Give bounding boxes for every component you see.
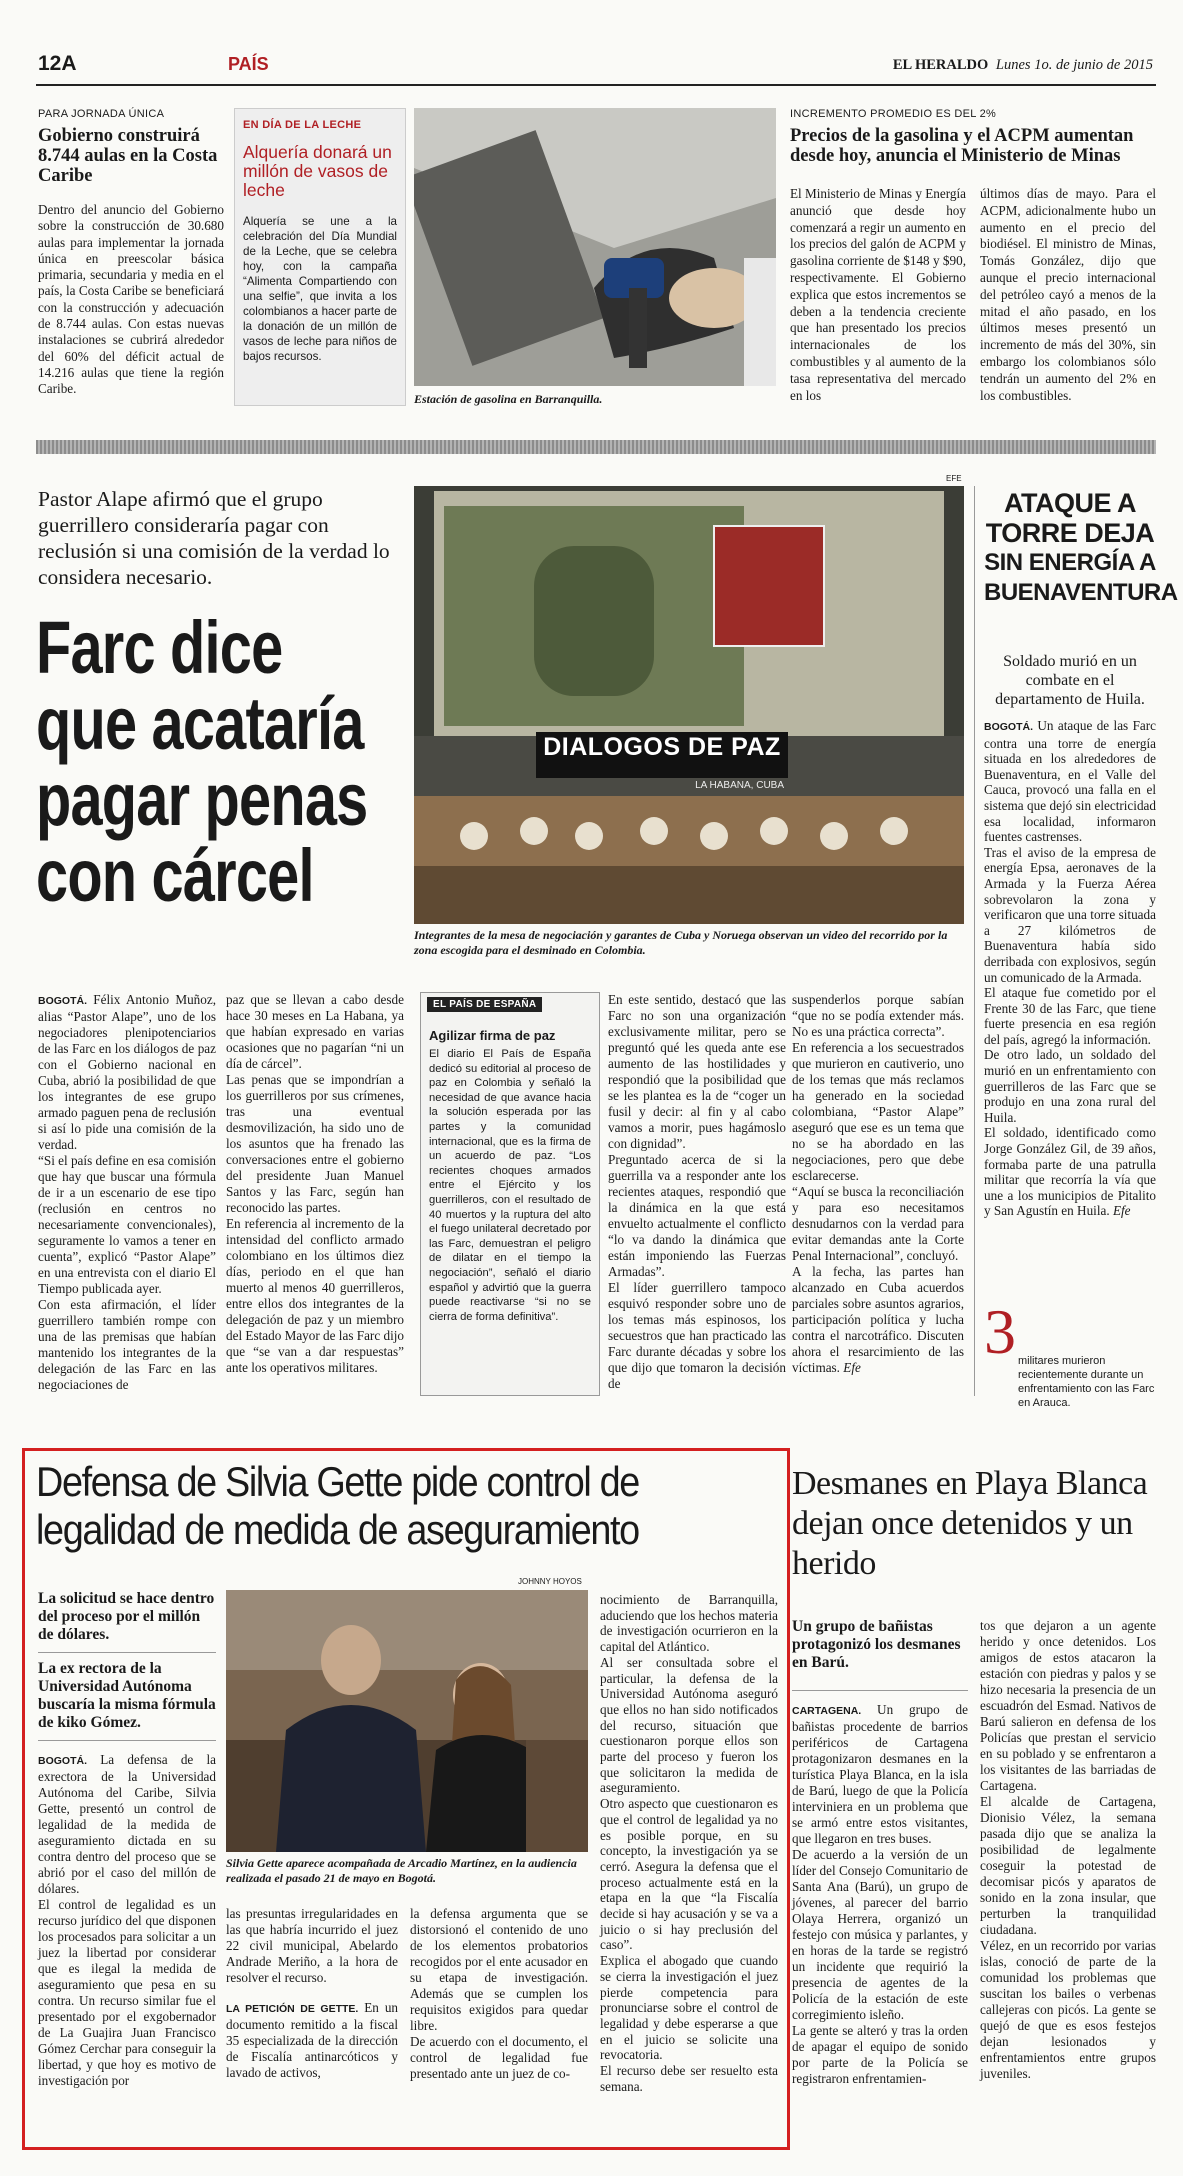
aulas-kicker: PARA JORNADA ÚNICA bbox=[38, 108, 165, 120]
farc-headline-line: pagar penas bbox=[36, 758, 368, 841]
farc-col4-text: suspenderlos porque sabían “que no se podía extender más. No es una práctica correcta”. En referencia a los secuestrados que murieron en cautiverio, uno de los temas que más reclamos ha generado en la sociedad colombiana, “Pastor Alape” aseguró que ese es un tema que no se ha abordado en las negociaciones, pero que debe esclarecerse. “Aquí se busca la reconciliación y para eso necesitamos desnudarnos con la verdad para evitar demandas ante la Corte Penal Internacional”, concluyó. A la fecha, las partes han alcanzado en Cuba acuerdos parciales sobre asuntos agrarios, participación política y lucha contra el narcotráfico. Discuten ahora el resarcimiento de las víctimas. bbox=[792, 992, 964, 1375]
aulas-body: Dentro del anuncio del Gobierno sobre la construcción de 30.680 aulas para implementar la jornada única en preescolar básica primaria, secundaria y media en el país, la Costa Caribe se beneficiará con la construcción y adecuación de 8.744 aulas. Con estas nuevas instalaciones se cubrirá alrededor del 60% del déficit actual de 14.216 aulas que tiene la región Caribe. bbox=[38, 202, 224, 397]
section-label: PAÍS bbox=[228, 54, 269, 74]
gette-deck1: La solicitud se hace dentro del proceso por el millón de dólares. bbox=[38, 1590, 215, 1643]
aulas-article bbox=[38, 108, 224, 398]
gette-col1 bbox=[38, 1752, 216, 2089]
page-number: 12A bbox=[38, 52, 77, 75]
gette-headline: Defensa de Silvia Gette pide control de legalidad de medida de aseguramiento bbox=[36, 1458, 639, 1553]
farc-banner bbox=[536, 732, 788, 778]
ataque-body bbox=[984, 718, 1156, 1219]
ataque-headline-line: TORRE DEJA bbox=[985, 518, 1155, 548]
aulas-title: Gobierno construirá 8.744 aulas en la Costa Caribe bbox=[38, 126, 218, 186]
gasolina-article bbox=[790, 108, 1156, 166]
section-band bbox=[36, 440, 1156, 454]
ataque-headline-line: SIN ENERGÍA A bbox=[984, 549, 1156, 576]
farc-col3: En este sentido, destacó que las Farc no son una organización exclusivamente militar, pero se preguntó qué les queda ante ese aumento de las hostilidades y respondió que la posibilidad que se les plantea es la de “coger un fusil y decir: al fin y al cabo vamos a morir, pues hagámoslo con dignidad”. Preguntado acerca de si la guerrilla va a responder ante los recientes ataques, respondió que la dinámica en la que está envuelto actualmente el conflicto “lo va dando la dinámica que están imponiendo las Fuerzas Armadas”. El líder guerrillero tampoco esquivó responder sobre uno de los temas más espinosos, los secuestros que han practicado las Farc durante décadas y sobre los que dijo que tomaron la decisión de bbox=[608, 992, 786, 1391]
masthead bbox=[893, 57, 1153, 74]
farc-col4-credit: Efe bbox=[843, 1360, 861, 1375]
farc-headline bbox=[36, 606, 406, 917]
leche-article bbox=[234, 108, 406, 406]
playa-headline: Desmanes en Playa Blanca dejan once detenidos y un herido bbox=[792, 1465, 1148, 1582]
elpais-title: Agilizar firma de paz bbox=[429, 1028, 556, 1043]
ataque-body-text: Un ataque de las Farc contra una torre de energía situada en los alrededores de Buenaventura, en el Valle del Cauca, provocó una falla en el sistema que dejó sin electricidad esa localidad, informaron fuentes castrenses. Tras el aviso de la empresa de energía Epsa, aeronaves de la Armada y la Fuerza Aérea sobrevolaron la zona y verificaron que una torre situada a 27 kilómetros de Buenaventura había sido derribada con explosivos, según un comunicado de la Armada. El ataque fue cometido por el Frente 30 de las Farc, que tiene fuerte presencia en esa región del país, agregó la información. De otro lado, un soldado del murió en un enfrentamiento con guerrilleros de las Farc que se produjo en una zona rural del Huila. El soldado, identificado como Jorge González Gil, de 39 años, formaba parte de una patrulla militar que recorría la vía que une a los municipios de Pitalito y San Agustín en Huila. bbox=[984, 718, 1156, 1219]
courtroom-illustration bbox=[226, 1590, 588, 1852]
gette-col4: nocimiento de Barranquilla, aduciendo que los hechos materia de investigación ocurrieron en la capital del Atlántico. Al ser consultada sobre el particular, la defensa de la Universidad Autónoma aseguró que ellos no han sido notificados del recurso, situación que cuestionaron porque ellos son parte del proceso y fueron los que solicitaron la medida de aseguramiento. Otro aspecto que cuestionaron es que el control de legalidad ya no es posible porque, en su concepto, la investigación ya se cerró. Asegura la defensa que el proceso actualmente está en la etapa en la que “la Fiscalía decide si hay acusación y se va a juicio o si hay preclusión del caso”. Explica el abogado que cuando se cierra la investigación el juez pierde competencia para pronunciarse sobre el control de legalidad y debe esperarse a que en el juicio se solicite una revocatoria. El recurso debe ser resuelto esta semana. bbox=[600, 1592, 778, 2094]
playa-deck-rule bbox=[792, 1690, 968, 1691]
issue-date: Lunes 1o. de junio de 2015 bbox=[995, 57, 1153, 73]
header-rule bbox=[36, 84, 1156, 86]
farc-col2: paz que se llevan a cabo desde hace 30 meses en La Habana, ya que habían expresado en varias ocasiones que no pagarían “ni un día de cárcel”. Las penas que se impondrían a los guerrilleros por sus crímenes, tras una eventual desmovilización, ha sido uno de los asuntos que ha frenado las conversaciones entre el gobierno del presidente Juan Manuel Santos y las Farc, según han reconocido las partes. En referencia al incremento de la intensidad del conflicto armado colombiano en los últimos diez días, periodo en el que han muerto al menos 40 guerrilleros, entre ellos dos integrantes de la delegación de paz y un miembro del Estado Mayor de las Farc dijo que “se van a dar respuestas” ante los operativos militares. bbox=[226, 992, 404, 1375]
gasolina-kicker: INCREMENTO PROMEDIO ES DEL 2% bbox=[790, 108, 997, 120]
ataque-headline bbox=[984, 488, 1178, 608]
playa-col2: tos que dejaron a un agente herido y once detenidos. Los amigos de estos atacaron la estación con piedras y palos y se hizo necesaria la presencia de un escuadrón del Esmad. Nativos de Barú salieron en defensa de los Policías que prestan el servicio en su poblado y se enfrentaron a los visitantes de las barriadas de Cartagena. El alcalde de Cartagena, Dionisio Vélez, la semana pasada dijo que se analiza la posibilidad de legalmente coseguir la potestad de decomisar picós y aparatos de sonido en la zona insular, que perturben la tranquilidad ciudadana. Vélez, en un recorrido por varias islas, conoció de parte de la comunidad los problemas que suscitan los bailes o verbenas callejeras con picós. La gente se quejó de que es esos festejos dejan lesionados y enfrentamientos entre grupos juveniles. bbox=[980, 1618, 1156, 2081]
gette-col2b-text: En un documento remitido a la fiscal 35 especializada de la dirección de Fiscalía antinarcóticos y lavado de activos, bbox=[226, 2000, 399, 2080]
ataque-headline-line: ATAQUE A bbox=[1004, 488, 1136, 518]
ataque-credit: Efe bbox=[1112, 1203, 1131, 1219]
gette-deck-rule-2 bbox=[38, 1740, 216, 1741]
gette-photo-credit: JOHNNY HOYOS bbox=[518, 1577, 582, 1586]
leche-body: Alquería se une a la celebración del Día Mundial de la Leche, que se celebra hoy, con la campaña “Alimenta Compartiendo con una selfie”, que invita a los colombianos a hacer parte de la donación de un millón de vasos de leche para niños de bajos recursos. bbox=[243, 215, 397, 363]
ataque-stat-text: militares murieron recientemente durante un enfrentamiento con las Farc en Arauca. bbox=[1018, 1355, 1155, 1409]
gas-pump-illustration bbox=[414, 108, 776, 386]
gette-dateline: BOGOTÁ. bbox=[38, 1755, 87, 1767]
farc-headline-line: Farc dice bbox=[36, 606, 283, 689]
gette-col2 bbox=[226, 1906, 398, 2081]
gette-deck2: La ex rectora de la Universidad Autónoma buscaría la misma fórmula de kiko Gómez. bbox=[38, 1660, 216, 1731]
gasolina-col1: El Ministerio de Minas y Energía anunció que desde hoy comenzará a regir un aumento en los precios del galón de ACPM y gasolina corriente de $148 y $90, respectivamente. El Gobierno explica que estos incrementos se deben a la tendencia creciente que han presentado los precios internacionales de los combustibles y al aumento de la tasa representativa del mercado en los bbox=[790, 186, 966, 403]
playa-col1 bbox=[792, 1702, 968, 2087]
gas-station-photo bbox=[414, 108, 776, 386]
farc-col4 bbox=[792, 992, 964, 1376]
farc-caption: Integrantes de la mesa de negociación y garantes de Cuba y Noruega observan un video del recorrido por la zona escogida para el desminado en Colombia. bbox=[414, 928, 948, 957]
gasolina-col2: últimos días de mayo. Para el ACPM, adicionalmente hubo un aumento en el precio del biodiésel. El ministro de Minas, Tomás González, dijo que aunque el precio internacional del petróleo cayó a menos de la mitad el año pasado, en los últimos meses presentó un incremento de más del 30%, sin embargo los colombianos sólo tendrán un aumento del 2% en los combustibles. bbox=[980, 186, 1156, 403]
farc-headline-line: con cárcel bbox=[36, 834, 314, 917]
farc-dateline: BOGOTÁ. bbox=[38, 995, 87, 1007]
gette-caption: Silvia Gette aparece acompañada de Arcadio Martínez, en la audiencia realizada el pasado 21 de mayo en Bogotá. bbox=[226, 1856, 577, 1885]
gasolina-title: Precios de la gasolina y el ACPM aumentan desde hoy, anuncia el Ministerio de Minas bbox=[790, 126, 1134, 166]
gette-subhead: LA PETICIÓN DE GETTE. bbox=[226, 2003, 359, 2015]
ataque-divider bbox=[974, 486, 975, 1396]
negotiation-room-illustration bbox=[414, 486, 964, 924]
ataque-headline-line: BUENAVENTURA bbox=[984, 579, 1178, 606]
gas-caption: Estación de gasolina en Barranquilla. bbox=[414, 392, 603, 406]
farc-headline-line: que acataría bbox=[36, 682, 364, 765]
banner-title: DIALOGOS DE PAZ bbox=[543, 733, 781, 761]
playa-dateline: CARTAGENA. bbox=[792, 1705, 862, 1717]
gette-deck-rule bbox=[38, 1652, 216, 1653]
gette-photo bbox=[226, 1590, 588, 1852]
ataque-dateline: BOGOTÁ. bbox=[984, 721, 1033, 733]
playa-deck: Un grupo de bañistas protagonizó los desmanes en Barú. bbox=[792, 1618, 961, 1671]
gette-col3: la defensa argumenta que se distorsionó el contenido de uno de los elementos probatorios recogidos por el ente acusador en su etapa de investigación. Además que se cumplen los requisitos exigidos para quedar libre. De acuerdo con el documento, el control de legalidad fue presentado ante un juez de co- bbox=[410, 1906, 588, 2081]
leche-title: Alquería donará un millón de vasos de leche bbox=[243, 142, 392, 200]
ataque-deck: Soldado murió en un combate en el departamento de Huila. bbox=[995, 653, 1145, 708]
farc-col1 bbox=[38, 992, 216, 1393]
elpais-box bbox=[420, 992, 600, 1396]
gette-col2-text: las presuntas irregularidades en las que habría incurrido el juez 22 civil municipal, Abelardo Andrade Meriño, a la hora de resolver el recurso. bbox=[226, 1906, 398, 1985]
elpais-kicker: EL PAÍS DE ESPAÑA bbox=[427, 997, 542, 1012]
farc-deck: Pastor Alape afirmó que el grupo guerrillero consideraría pagar con reclusión si una comisión de la verdad lo considera necesario. bbox=[38, 487, 390, 589]
farc-photo-credit: EFE bbox=[946, 474, 962, 483]
leche-kicker: EN DÍA DE LA LECHE bbox=[243, 119, 362, 131]
paper-name: EL HERALDO bbox=[892, 57, 989, 73]
farc-col1-text: Félix Antonio Muñoz, alias “Pastor Alape”, uno de los negociadores plenipotenciarios de las Farc en los diálogos de paz con el Gobierno nacional en Cuba, abrió la posibilidad de que los integrantes de ese grupo armado paguen pena de reclusión si así lo pide una comisión de la verdad. “Si el país define en esa comisión que hay que buscar una fórmula de ir a un escenario de ese tipo (reclusión en centros no necesariamente convencionales), seguramente lo vamos a tener en cuenta”, explicó “Pastor Alape” en una entrevista con el diario El Tiempo publicada ayer. Con esta afirmación, el líder guerrillero también rompe con una de las premisas que habían mantenido los integrantes de la delegación de las Farc en las negociaciones de bbox=[38, 992, 217, 1392]
ataque-stat-number: 3 bbox=[984, 1296, 1016, 1367]
playa-col1-text: Un grupo de bañistas procedente de barrios periféricos de Cartagena protagonizaron desmanes en la turística Playa Blanca, en la isla de Barú, luego de que la Policía interviniera en un problema que se armó entre estos visitantes, que llegaron en tres buses. De acuerdo a la versión de un líder del Consejo Comunitario de Santa Ana (Barú), un grupo de jóvenes, al parecer del barrio Olaya Herrera, organizó un festejo con música y parlantes, y en horas de la tarde se registró un incidente que requirió la presencia de agentes de la Policía de la estación de este corregimiento isleño. La gente se alteró y tras la orden de apagar el equipo de sonido por parte de la Policía se registraron enfrentamien- bbox=[792, 1702, 968, 2086]
banner-sub: LA HABANA, CUBA bbox=[695, 780, 784, 791]
gette-col1-text: La defensa de la exrectora de la Universidad Autónoma del Caribe, Silvia Gette, presentó un control de legalidad de la medida de aseguramiento dictada en su contra dentro del proceso que se abrió por el caso del millón de dólares. El control de legalidad es un recurso jurídico del que disponen los procesados para solicitar a un juez la libertad por considerar que es ilegal la medida de aseguramiento que pesa en su contra. Un recurso similar fue el presentado por el exgobernador de La Guajira Juan Francisco Gómez Cerchar para conseguir la libertad, y que hoy es motivo de investigación por bbox=[38, 1752, 216, 2088]
elpais-body: El diario El País de España dedicó su editorial al proceso de paz en Colombia y señaló la necesidad de que avance hacia la solución esperada por las partes y la comunidad internacional, que es la firma de un acuerdo de paz. “Los recientes choques armados entre el Ejército y los guerrilleros, con el resultado de 40 muertos y la ruptura del alto el fuego unilateral decretado por las Farc, demuestran el peligro de dilatar en el tiempo la negociación”, señaló el diario español y advirtió que la guerra puede reactivarse “si no se cierra de forma definitiva”. bbox=[429, 1048, 591, 1323]
farc-photo bbox=[414, 486, 964, 924]
